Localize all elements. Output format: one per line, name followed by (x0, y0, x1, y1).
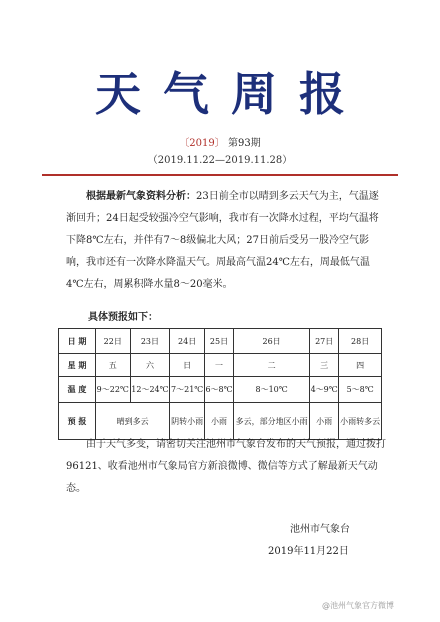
analysis-paragraph (66, 186, 386, 296)
issue-no: 第93期 (227, 138, 261, 149)
issue-number (0, 134, 440, 149)
table-cell: 4～9℃ (310, 377, 339, 403)
forecast-subtitle: 具体预报如下： (88, 312, 158, 323)
issue-year: 〔2019〕 (179, 138, 225, 149)
table-cell: 多云，部分地区小雨 (234, 403, 310, 440)
analysis-lead: 根据最新气象资料分析： (86, 191, 196, 202)
table-cell: 12～24℃ (130, 377, 170, 403)
table-cell: 28日 (339, 329, 382, 354)
table-cell: 四 (339, 354, 382, 377)
table-cell: 23日 (130, 329, 170, 354)
table-cell: 22日 (96, 329, 131, 354)
table-cell: 26日 (234, 329, 310, 354)
table-row-temperature (59, 377, 382, 403)
notice-paragraph: 由于天气多变，请密切关注池州市气象台发布的天气预报，通过拨打96121、收看池州市气象局官方新浪微博、微信等方式了解最新天气动态。 (66, 439, 386, 494)
row-label: 温 度 (59, 377, 96, 403)
table-cell: 6～8℃ (204, 377, 233, 403)
table-cell: 9～22℃ (96, 377, 131, 403)
table-cell: 小雨转多云 (339, 403, 382, 440)
issuing-organization: 池州市气象台 (290, 524, 350, 535)
table-cell: 7～21℃ (170, 377, 205, 403)
header-divider (42, 174, 398, 176)
issue-date: 2019年11月22日 (268, 546, 349, 557)
watermark: @池州气象官方微博 (322, 601, 394, 610)
table-cell: 阴转小雨 (170, 403, 205, 440)
forecast-table (58, 328, 382, 440)
table-cell: 5～8℃ (339, 377, 382, 403)
table-row-weekday (59, 354, 382, 377)
table-cell: 小雨 (204, 403, 233, 440)
table-cell: 一 (204, 354, 233, 377)
table-cell: 二 (234, 354, 310, 377)
table-cell: 三 (310, 354, 339, 377)
row-label: 星 期 (59, 354, 96, 377)
analysis-text: 23日前全市以晴到多云天气为主，气温逐渐回升；24日起受较强冷空气影响，我市有一次降水过程，平均气温将下降8℃左右，并伴有7～8级偏北大风；27日前后受另一股冷空气影响，我市还有一次降水降温天气。周最高气温24℃左右，周最低气温4℃左右，周累积降水量8～20毫米。 (66, 191, 379, 290)
table-cell: 六 (130, 354, 170, 377)
report-period: （2019.11.22—2019.11.28） (147, 155, 293, 166)
table-cell: 五 (96, 354, 131, 377)
row-label: 预 报 (59, 403, 96, 440)
table-cell: 晴到多云 (96, 403, 170, 440)
table-cell: 27日 (310, 329, 339, 354)
row-label: 日 期 (59, 329, 96, 354)
table-cell: 8～10℃ (234, 377, 310, 403)
table-cell: 日 (170, 354, 205, 377)
report-title: 天气周报 (95, 67, 367, 121)
table-row-date (59, 329, 382, 354)
table-cell: 24日 (170, 329, 205, 354)
table-cell: 小雨 (310, 403, 339, 440)
table-cell: 25日 (204, 329, 233, 354)
